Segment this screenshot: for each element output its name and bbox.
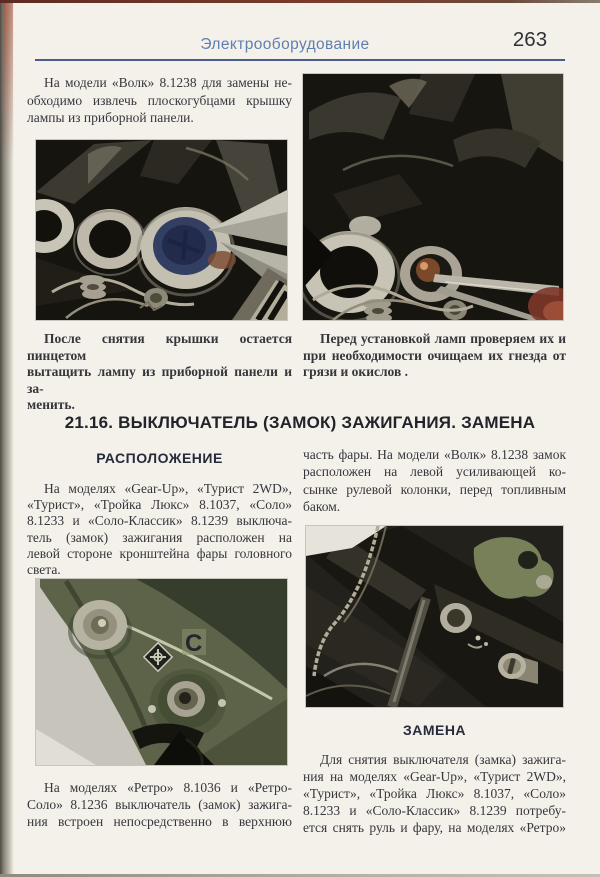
photo-image bbox=[306, 526, 563, 707]
text-line: левой стороне кронштейна фары головного bbox=[27, 545, 292, 561]
text-line: Для снятия выключателя (замка) зажига- bbox=[320, 752, 566, 767]
intro-paragraph bbox=[27, 74, 292, 127]
photo-ignition-lock-gusset bbox=[306, 526, 563, 707]
text-line: расположен на левой усиливающей ко- bbox=[303, 464, 566, 480]
text-line: менить. bbox=[27, 397, 75, 412]
text-line: при необходимости очищаем их гнезда от bbox=[303, 347, 566, 363]
text-line: вытащить лампу из приборной панели и за- bbox=[27, 364, 292, 396]
location-paragraph bbox=[27, 481, 292, 578]
replacement-heading: ЗАМЕНА bbox=[402, 722, 467, 738]
photo-panel-pliers bbox=[36, 140, 287, 320]
replacement-paragraph bbox=[303, 751, 566, 836]
text-line: «Турист», «Тройка Люкс» 8.1037, «Соло» bbox=[303, 786, 566, 801]
text-line: ется снять руль и фару, на моделях «Ретро» bbox=[303, 820, 566, 835]
text-line: На моделях «Ретро» 8.1036 и «Ретро- bbox=[44, 780, 292, 795]
text-line: грязи и окислов . bbox=[303, 364, 409, 379]
text-line: ния на моделях «Gear-Up», «Турист 2WD», bbox=[303, 769, 566, 784]
caption-left bbox=[27, 331, 292, 414]
photo-lamp-socket-tweezers bbox=[303, 74, 563, 320]
scan-edge-red-tint bbox=[3, 2, 13, 162]
photo-image bbox=[36, 579, 287, 765]
text-line: сынке рулевой колонки, перед топливным bbox=[303, 481, 566, 497]
text-line: После снятия крышки остается пинцетом bbox=[27, 331, 292, 363]
running-header-title: Электрооборудование bbox=[200, 36, 370, 53]
text-line: «Турист», «Тройка Люкс» 8.1037, «Соло» bbox=[27, 497, 292, 513]
text-line: Соло» 8.1236 выключатель (замок) зажига- bbox=[27, 797, 292, 812]
volk-paragraph bbox=[303, 446, 566, 515]
text-line: обходимо извлечь плоскогубцами крышку bbox=[27, 92, 292, 108]
text-line: На модели «Волк» 8.1238 для замены не- bbox=[44, 75, 292, 90]
header-rule bbox=[35, 59, 565, 61]
text-line: ния встроен непосредственно в верхнюю bbox=[27, 814, 292, 829]
text-line: 8.1233 и «Соло-Классик» 8.1239 потребу- bbox=[303, 803, 566, 818]
text-line: света. bbox=[27, 562, 61, 578]
photo-image bbox=[303, 74, 563, 320]
location-heading: РАСПОЛОЖЕНИЕ bbox=[96, 450, 223, 466]
text-line: лампы из приборной панели. bbox=[27, 110, 194, 125]
svg-text:C: C bbox=[185, 630, 203, 657]
text-line: На моделях «Gear-Up», «Турист 2WD», bbox=[44, 481, 292, 496]
section-heading: 21.16. ВЫКЛЮЧАТЕЛЬ (ЗАМОК) ЗАЖИГАНИЯ. ЗАМЕНА bbox=[64, 413, 536, 432]
text-line: 8.1233 и «Соло-Классик» 8.1239 выключа- bbox=[27, 513, 292, 529]
photo-ignition-switch-bracket bbox=[36, 579, 287, 765]
text-line: Перед установкой ламп проверяем их и bbox=[320, 331, 566, 346]
caption-right bbox=[303, 331, 566, 381]
text-line: баком. bbox=[303, 498, 341, 514]
photo-image bbox=[36, 140, 287, 320]
page-number: 263 bbox=[512, 28, 548, 51]
text-line: тель (замок) зажигания расположен на bbox=[27, 529, 292, 545]
scan-edge-top bbox=[0, 0, 600, 3]
retro-paragraph bbox=[27, 779, 292, 830]
text-line: часть фары. На модели «Волк» 8.1238 замок bbox=[303, 447, 566, 462]
